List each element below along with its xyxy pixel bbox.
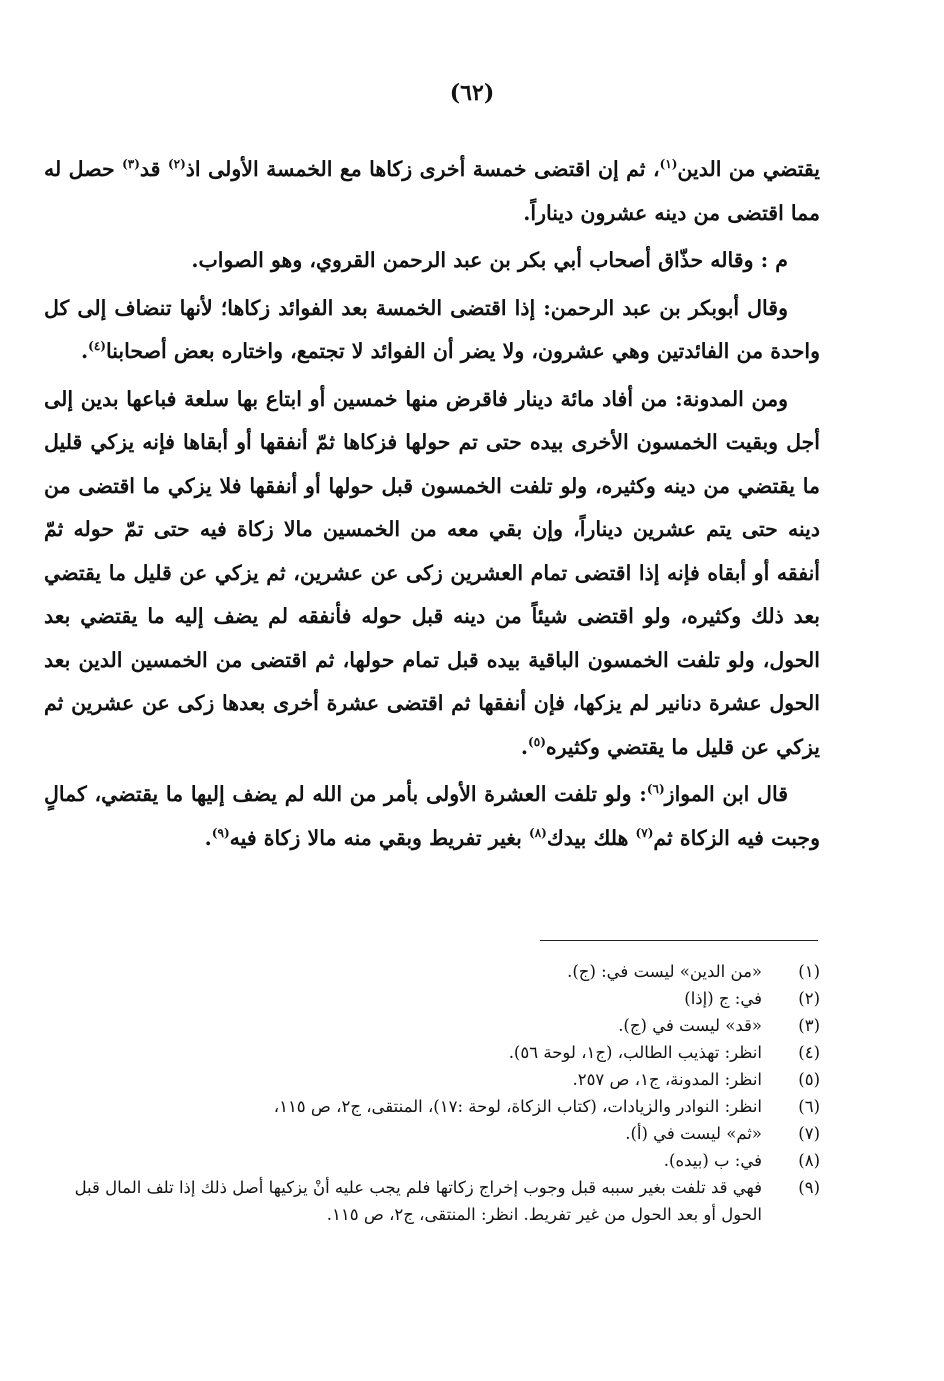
footnote: [44, 1066, 820, 1093]
footnote-text: انظر: النوادر والزيادات، (كتاب الزكاة، لوحة :١٧)، المنتقى، ج٢، ص ١١٥،: [273, 1097, 762, 1116]
footnote-text: فهي قد تلفت بغير سببه قبل وجوب إخراج زكاتها فلم يجب عليه أنْ يزكيها أصل ذلك إذا تلف المال قبل الحول أو بعد الحول من غير تفريط. انظر: المنتقى، ج٢، ص ١١٥.: [74, 1178, 762, 1224]
main-text: [44, 148, 820, 860]
footnote-number: (٥): [798, 1070, 820, 1089]
paragraph-text: هلك بيدك: [546, 825, 636, 850]
footnote-ref: (٢): [167, 157, 186, 172]
paragraph-text: .: [520, 734, 529, 759]
footnote-ref: (٣): [122, 157, 140, 172]
footnote: [44, 1120, 820, 1147]
footnote: [44, 1147, 820, 1174]
footnote: [44, 1174, 820, 1228]
footnote-number: (٣): [798, 1016, 820, 1035]
footnote-ref: (٩): [211, 825, 230, 840]
footnote-text: «ثم» ليست في (أ).: [625, 1124, 762, 1143]
paragraph-text: حصل له مما اقتضى من دينه عشرون ديناراً.: [44, 157, 820, 225]
footnote-number: (٦): [798, 1097, 820, 1116]
footnote-ref: (٧): [635, 825, 654, 840]
footnote: [44, 985, 820, 1012]
footnote-text: انظر: المدونة، ج١، ص ٢٥٧.: [572, 1070, 762, 1089]
footnote-number: (١): [798, 962, 820, 981]
footnote: [44, 958, 820, 985]
footnote: [44, 1093, 820, 1120]
footnote-number: (٧): [798, 1124, 820, 1143]
footnote-number: (٢): [798, 989, 820, 1008]
paragraph: [44, 239, 820, 283]
footnote-ref: (٨): [529, 825, 547, 840]
footnote-text: في: ب (بيده).: [663, 1151, 762, 1170]
footnote-ref: (١): [659, 157, 678, 172]
paragraph: [44, 287, 820, 374]
footnote-number: (٨): [798, 1151, 820, 1170]
footnote-ref: (٥): [528, 734, 546, 749]
paragraph-text: يقتضي من الدين: [677, 157, 820, 181]
paragraph: [44, 148, 820, 235]
footnotes: [44, 958, 820, 1228]
footnote-text: انظر: تهذيب الطالب، (ج١، لوحة ٥٦).: [508, 1043, 762, 1062]
paragraph-text: .: [81, 339, 89, 363]
paragraph-text: وقال أبوبكر بن عبد الرحمن: إذا اقتضى الخمسة بعد الفوائد زكاها؛ لأنها تنضاف إلى كل واحدة من الفائدتين وهي عشرون، ولا يضر أن الفوائد لا تجتمع، واختاره بعض أصحابنا: [44, 295, 820, 363]
paragraph-text: قد: [139, 157, 168, 181]
paragraph: [44, 378, 820, 770]
footnote-text: في: ج (إذا): [684, 989, 762, 1008]
footnote-text: «قد» ليست في (ج).: [618, 1016, 762, 1035]
footnote-number: (٩): [798, 1178, 820, 1197]
paragraph-text: م : وقاله حذّاق أصحاب أبي بكر بن عبد الرحمن القروي، وهو الصواب.: [191, 248, 788, 272]
paragraph-text: ومن المدونة: من أفاد مائة دينار فاقرض منها خمسين أو ابتاع بها سلعة فباعها بدين إلى أجل وبقيت الخمسون الأخرى بيده حتى تم حولها فزكاها ثمّ أنفقها أو أبقاها فإنه يزكي قليل ما يقتضي من دينه وكثيره، ولو تلفت الخمسون قبل حولها أو أنفقها فلا يزكي ما اقتضى من دينه حتى يتم عشرين ديناراً، وإن بقي معه من الخمسين مالا زكاة فيه حتى تمّ حوله ثمّ أنفقه أو أبقاه فإنه إذا اقتضى تمام العشرين زكى عن عشرين، ثم يزكي عن قليل ما يقتضي بعد ذلك وكثيره، ولو اقتضى شيئاً من دينه قبل حوله فأنفقه لم يضف إليه ما يقتضي بعد الحول، ولو تلفت الخمسون الباقية بيده قبل تمام حولها، ثم اقتضى من الخمسين الدين بعد الحول عشرة دنانير لم يزكها، فإن أنفقها ثم اقتضى عشرة أخرى بعدها زكى عن عشرين ثم يزكي عن قليل ما يقتضي وكثيره: [44, 386, 820, 759]
paragraph-text: ، ثم إن اقتضى خمسة أخرى زكاها مع الخمسة الأولى اذ: [185, 157, 660, 181]
paragraph: [44, 773, 820, 860]
paragraph-text: .: [204, 825, 212, 850]
footnote-ref: (٦): [646, 782, 665, 797]
paragraph-text: قال ابن المواز: [664, 782, 788, 806]
paragraph-text: : ولو تلفت العشرة الأولى بأمر من الله لم يضف إليها ما يقتضي، كمالٍ وجبت فيه الزكاة ثم: [44, 782, 820, 850]
page-number: (٦٢): [449, 80, 495, 106]
footnote: [44, 1012, 820, 1039]
footnote-text: «من الدين» ليست في: (ج).: [567, 962, 762, 981]
footnote: [44, 1039, 820, 1066]
paragraph-text: بغير تفريط وبقي منه مالا زكاة فيه: [229, 825, 530, 850]
footnote-number: (٤): [798, 1043, 820, 1062]
footnote-ref: (٤): [88, 339, 106, 354]
footnote-divider: [540, 940, 818, 941]
